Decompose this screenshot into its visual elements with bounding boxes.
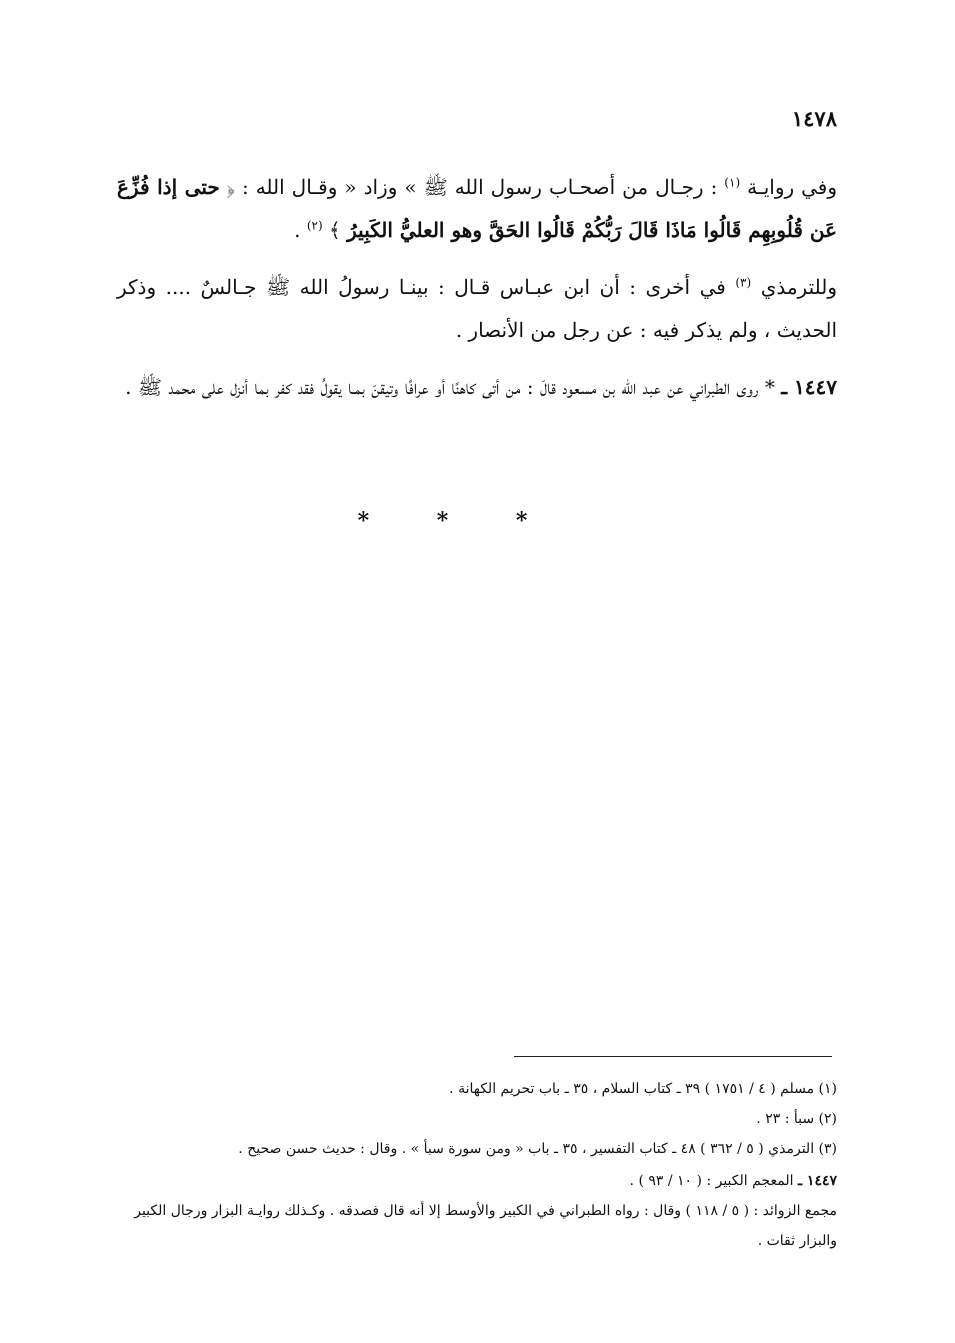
paragraph-1-intro: وفي روايـة (740, 175, 837, 199)
quran-bracket-close: ﴾ (322, 218, 348, 242)
footnote-2: (٢) سبأ : ٢٣ . (756, 1111, 837, 1127)
paragraph-2-text: في أخرى : أن ابن عبـاس قـال : بينـا رسولُ الله ﷺ جـالسٌ .... وذكر الحديث ، ولم يذكر فيه : عن رجل من الأنصار . (117, 275, 837, 342)
footnote-hadith-number: ١٤٤٧ ـ (797, 1173, 837, 1189)
hadith-number: ١٤٤٧ ـ (781, 375, 837, 399)
paragraph-2 (117, 266, 837, 352)
footnote-3: (٣) الترمذي ( ٥ / ٣٦٢ ) ٤٨ ـ كتاب التفسير ، ٣٥ ـ باب « ومن سورة سبأ » . وقال : حديث حسن صحيح . (238, 1141, 837, 1157)
section-separator: * * * (357, 508, 558, 534)
paragraph-2-intro: وللترمذي (751, 275, 838, 299)
footnote-hadith (117, 1166, 837, 1196)
footnote-ref-1: (١) (724, 175, 741, 190)
quran-verse: حتى إذا فُزِّعَ عَن قُلُوبِهِم قَالُوا مَاذَا قَالَ رَبُّكُمْ قَالُوا الحَقَّ وهو العليُّ الكَبِيرُ (117, 175, 837, 242)
paragraph-1-end: . (294, 218, 307, 242)
page-number: ١٤٧٨ (791, 106, 837, 131)
footnote-zawaid: مجمع الزوائد : ( ٥ / ١١٨ ) وقال : رواه الطبراني في الكبير والأوسط إلا أنه قال فصدقه . وكـذلك روايـة البزار ورجال الكبير والبزار ثقات . (134, 1203, 837, 1249)
footnotes (117, 1074, 837, 1256)
footnote-1: (١) مسلم ( ٤ / ١٧٥١ ) ٣٩ ـ كتاب السلام ، ٣٥ ـ باب تحريم الكهانة . (449, 1081, 837, 1097)
main-text (117, 166, 837, 423)
footnote-divider (514, 1056, 832, 1057)
footnote-hadith-ref: المعجم الكبير : ( ١٠ / ٩٣ ) . (629, 1173, 798, 1189)
paragraph-3 (117, 366, 837, 409)
paragraph-1-text: : رجـال من أصحـاب رسول الله ﷺ » وزاد « وقـال الله : ﴿ (219, 175, 725, 199)
paragraph-1 (117, 166, 837, 252)
footnote-ref-2: (٢) (306, 218, 323, 233)
hadith-text: * روى الطبراني عن عبد الله بن مسعود قالَ : من أتى كاهنًا أو عرافًا وتيقنَ بمـا يقولُ فقد كفر بما أنزل على محمد ﷺ . (125, 375, 782, 399)
footnote-ref-3: (٣) (735, 275, 752, 290)
